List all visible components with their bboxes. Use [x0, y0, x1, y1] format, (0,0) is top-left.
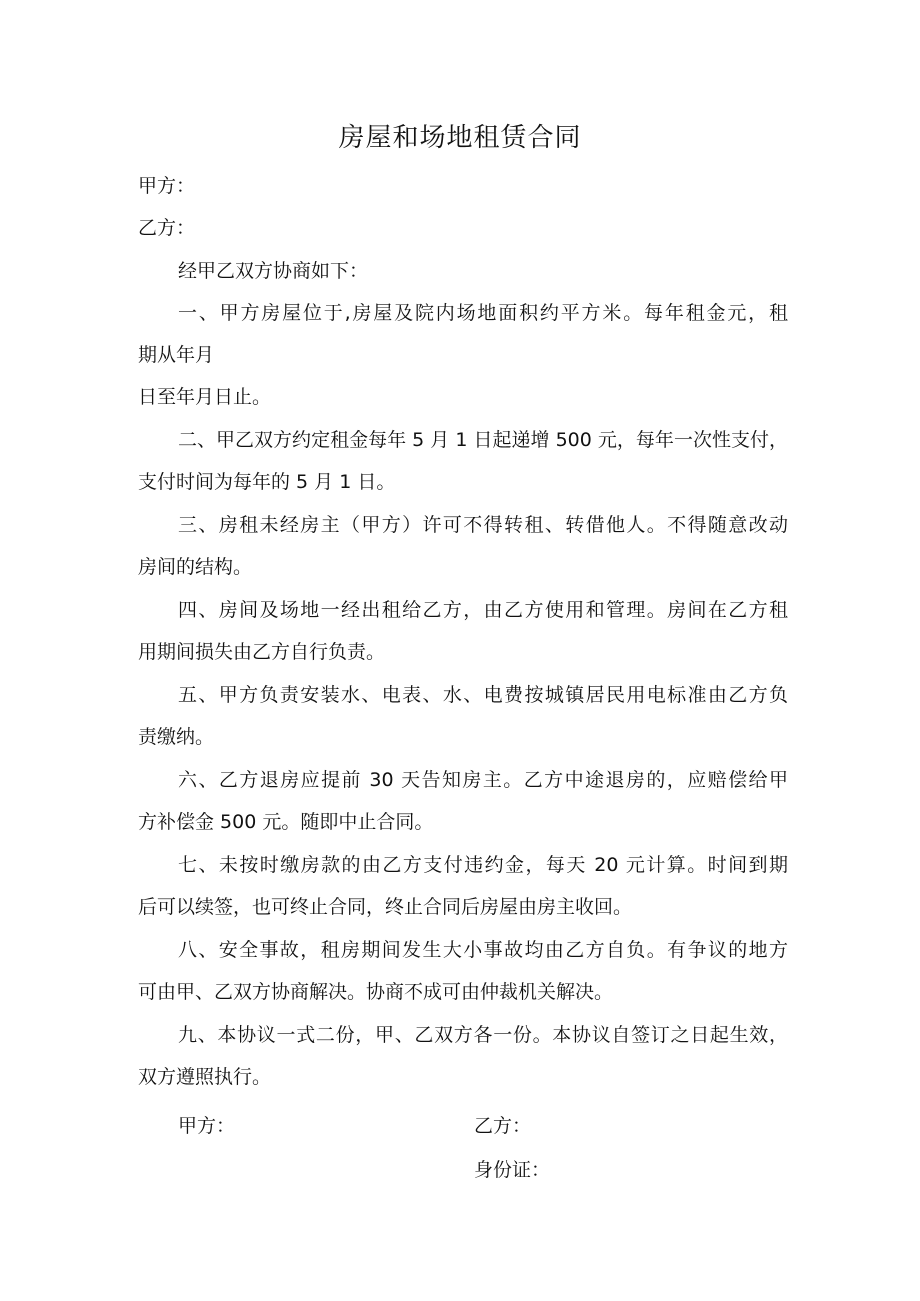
clause-8-line-1: 八、安全事故，租房期间发生大小事故均由乙方自负。有争议的地方 — [178, 939, 788, 961]
clause-7-line-1: 七、未按时缴房款的由乙方支付违约金，每天 20 元计算。时间到期 — [178, 854, 788, 876]
signature-party-b: 乙方： — [474, 1115, 532, 1137]
clause-4-line-1: 四、房间及场地一经出租给乙方，由乙方使用和管理。房间在乙方租 — [178, 599, 788, 621]
party-a-label: 甲方： — [138, 175, 196, 197]
intro-text: 经甲乙双方协商如下： — [178, 260, 369, 282]
clause-1-line-2: 期从年月 — [138, 344, 215, 366]
clause-7-line-2: 后可以续签，也可终止合同，终止合同后房屋由房主收回。 — [138, 896, 633, 918]
clause-9-line-1: 九、本协议一式二份，甲、乙双方各一份。本协议自签订之日起生效， — [178, 1024, 788, 1046]
clause-1-line-1: 一、甲方房屋位于,房屋及院内场地面积约平方米。每年租金元，租 — [178, 302, 788, 324]
clause-9-line-2: 双方遵照执行。 — [138, 1066, 272, 1088]
clause-1-line-3: 日至年月日止。 — [138, 386, 272, 408]
clause-8-line-2: 可由甲、乙双方协商解决。协商不成可由仲裁机关解决。 — [138, 981, 614, 1003]
clause-5-line-1: 五、甲方负责安装水、电表、水、电费按城镇居民用电标准由乙方负 — [178, 684, 788, 706]
clause-2-line-2: 支付时间为每年的 5 月 1 日。 — [138, 471, 396, 493]
document-title: 房屋和场地租赁合同 — [338, 123, 582, 153]
clause-4-line-2: 用期间损失由乙方自行负责。 — [138, 641, 386, 663]
clause-5-line-2: 责缴纳。 — [138, 726, 215, 748]
signature-party-a: 甲方： — [178, 1115, 236, 1137]
clause-3-line-1: 三、房租未经房主（甲方）许可不得转租、转借他人。不得随意改动 — [178, 514, 788, 536]
clause-2-line-1: 二、甲乙双方约定租金每年 5 月 1 日起递增 500 元，每年一次性支付， — [178, 429, 788, 451]
clause-6-line-1: 六、乙方退房应提前 30 天告知房主。乙方中途退房的，应赔偿给甲 — [178, 769, 788, 791]
signature-id-card: 身份证： — [474, 1159, 551, 1181]
party-b-label: 乙方： — [138, 217, 196, 239]
clause-6-line-2: 方补偿金 500 元。随即中止合同。 — [138, 811, 434, 833]
clause-3-line-2: 房间的结构。 — [138, 556, 253, 578]
